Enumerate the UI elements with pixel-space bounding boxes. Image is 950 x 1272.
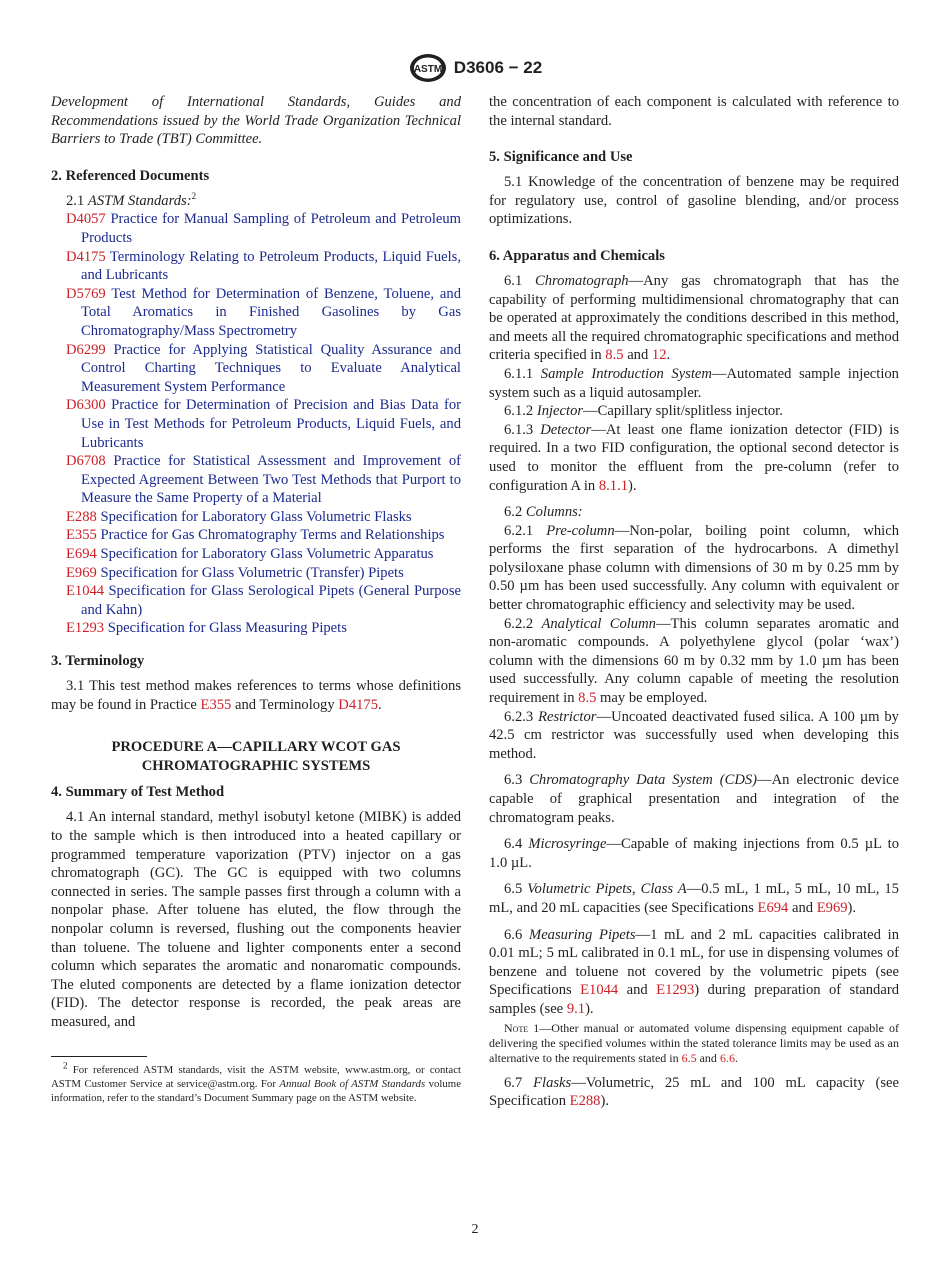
section-6-2: 6.2 Columns: (504, 504, 583, 521)
reference-list (51, 210, 461, 638)
section-6-7: 6.7 Flasks—Volumetric, 25 mL and 100 mL capacity (see Specification E288). (489, 1074, 899, 1110)
reference-item[interactable]: E1044 Specification for Glass Serological Pipets (General Purpose and Kahn) (66, 583, 461, 618)
link-e694[interactable]: E694 (757, 899, 789, 916)
link-e288[interactable]: E288 (569, 1093, 601, 1110)
reference-item[interactable]: D6300 Practice for Determination of Precision and Bias Data for Use in Test Methods for Petroleum Products, Liquid Fuels, and Lubricants (66, 397, 461, 451)
section-6-2-3: 6.2.3 Restrictor—Uncoated deactivated fused silica. A 100 µm by 42.5 cm restrictor was successfully used when developing this method. (489, 708, 899, 762)
link-8-1-1[interactable]: 8.1.1 (598, 477, 629, 494)
section-4-1: 4.1 An internal standard, methyl isobutyl ketone (MIBK) is added to the sample which is then introduced into a heated capillary or programmed temperature vaporization (PTV) injector on a gas chromatograph (GC). The GC is equipped with two columns connected in series. The sample passes first through a column with a nonpolar phase. After toluene has eluted, the flow through the nonpolar column is reversed, flushing out the components heavier than toluene. The toluene and lighter components enter a second column which separates the aromatic and nonaromatic compounds. The eluted components are detected by a flame ionization detector (FID). The detector response is recorded, the peak areas are measured, and (51, 809, 461, 1030)
link-12[interactable]: 12 (651, 347, 667, 364)
link-d4175[interactable]: D4175 (338, 696, 379, 713)
reference-item[interactable]: D5769 Test Method for Determination of Benzene, Toluene, and Total Aromatics in Finished Gasolines by Gas Chromatography/Mass Spectrometry (66, 285, 461, 339)
svg-text:ASTM: ASTM (413, 64, 442, 75)
procedure-a-heading: PROCEDURE A—CAPILLARY WCOT GAS CHROMATOGRAPHIC SYSTEMS (111, 739, 401, 774)
reference-item[interactable]: D4057 Practice for Manual Sampling of Petroleum and Petroleum Products (66, 211, 461, 246)
reference-item[interactable]: D4175 Terminology Relating to Petroleum Products, Liquid Fuels, and Lubricants (66, 248, 462, 284)
section-5-heading: 5. Significance and Use (489, 149, 633, 166)
section-6-1: 6.1 Chromatograph—Any gas chromatograph that has the capability of performing multidimensional chromatography that can be operated at approximately the conditions described in this method, and meets all the required chromatographic specifications and method criteria specified in 8.5 and 12. (489, 272, 899, 364)
link-e1293[interactable]: E1293 (656, 982, 695, 999)
intro-paragraph: Development of International Standards, Guides and Recommendations issued by the World Trade Organization Technical Barriers to Trade (TBT) Committee. (51, 94, 461, 148)
section-3-1: 3.1 This test method makes references to terms whose definitions may be found in Practice E355 and Terminology D4175. (51, 678, 461, 713)
section-6-1-2: 6.1.2 Injector—Capillary split/splitless injector. (504, 403, 783, 420)
section-6-5: 6.5 Volumetric Pipets, Class A—0.5 mL, 1 mL, 5 mL, 10 mL, 15 mL, and 20 mL capacities (see Specifications E694 and E969). (489, 881, 899, 916)
section-5-1: 5.1 Knowledge of the concentration of benzene may be required for regulatory use, control of gasoline blending, and/or process optimizations. (489, 174, 899, 228)
section-2-heading: 2. Referenced Documents (51, 167, 210, 184)
link-6-5[interactable]: 6.5 (681, 1050, 697, 1065)
section-2-1: 2.1 ASTM Standards:$^2$ (66, 190, 197, 209)
document-id: D3606 − 22 (453, 58, 543, 77)
astm-logo-icon (408, 52, 448, 84)
note-1: Note 1—Other manual or automated volume dispensing equipment capable of delivering the specified volumes within the stated tolerance limits may be used as an alternative to the requirements stated in 6.5 and 6.6. (489, 1020, 899, 1065)
link-6-6[interactable]: 6.6 (719, 1050, 735, 1065)
reference-item[interactable]: D6708 Practice for Statistical Assessment and Improvement of Expected Agreement Between Two Test Methods that Purport to Measure the Same Property of a Material (66, 453, 461, 507)
section-6-1-3: 6.1.3 Detector—At least one flame ionization detector (FID) is required. In a two FID configuration, the optional second detector is used to monitor the effluent from the pre-column (refer to configuration A in 8.1.1). (489, 421, 899, 494)
section-4-1-continued: the concentration of each component is calculated with reference to the internal standard. (489, 94, 899, 129)
section-6-4: 6.4 Microsyringe—Capable of making injections from 0.5 µL to 1.0 µL. (489, 836, 899, 871)
link-e1044[interactable]: E1044 (580, 982, 619, 999)
section-6-1-1: 6.1.1 Sample Introduction System—Automated sample injection system such as a liquid autosampler. (489, 365, 899, 401)
reference-item[interactable]: D6299 Practice for Applying Statistical Quality Assurance and Control Charting Techniques to Evaluate Analytical Measurement System Performance (66, 341, 461, 395)
link-8-5[interactable]: 8.5 (605, 347, 624, 364)
reference-item[interactable]: E694 Specification for Laboratory Glass Volumetric Apparatus (66, 546, 434, 563)
section-3-heading: 3. Terminology (51, 653, 145, 670)
footnote-divider (51, 1056, 147, 1057)
left-column (51, 93, 461, 1105)
right-column (489, 93, 899, 1111)
link-8-5[interactable]: 8.5 (578, 690, 597, 707)
reference-item[interactable]: E1293 Specification for Glass Measuring Pipets (66, 620, 347, 637)
page-number: 2 (471, 1222, 479, 1237)
section-6-6: 6.6 Measuring Pipets—1 mL and 2 mL capacities calibrated in 0.01 mL; 5 mL calibrated in 0.1 mL, for use in dispensing volumes of benzene and toluene not covered by the volumetric pipets (see Specifications E1044 and E1293) during preparation of standard samples (see 9.1). (489, 926, 899, 1017)
page-header (0, 52, 950, 84)
section-6-2-1: 6.2.1 Pre-column—Non-polar, boiling point column, which performs the first separation of the hydrocarbons. A dimethyl polysiloxane phase column with dimensions of 30 m by 0.25 mm by 0.50 µm has been used successfully. Any column with equivalent or better chromatographic efficiency and selectivity may be used. (489, 522, 899, 614)
link-e355[interactable]: E355 (200, 696, 232, 713)
section-6-2-2: 6.2.2 Analytical Column—This column separates aromatic and non-aromatic compounds. A polyethylene glycol (polar ‘wax’) column with the dimensions 60 m by 0.32 mm by 1.0 µm has been used successfully. Any column capable of meeting the resolution requirement in 8.5 may be employed. (489, 615, 899, 707)
link-e969[interactable]: E969 (816, 899, 848, 916)
reference-item[interactable]: E355 Practice for Gas Chromatography Terms and Relationships (66, 527, 445, 544)
reference-item[interactable]: E288 Specification for Laboratory Glass Volumetric Flasks (66, 508, 412, 525)
section-4-heading: 4. Summary of Test Method (51, 784, 225, 801)
link-9-1[interactable]: 9.1 (566, 1000, 586, 1017)
reference-item[interactable]: E969 Specification for Glass Volumetric (Transfer) Pipets (66, 564, 404, 581)
section-6-3: 6.3 Chromatography Data System (CDS)—An electronic device capable of graphical presentation and integration of the chromatogram peaks. (489, 772, 899, 826)
section-6-heading: 6. Apparatus and Chemicals (489, 247, 665, 264)
footnote-2: $^2$ For referenced ASTM standards, visit the ASTM website, www.astm.org, or contact ASTM Customer Service at service@astm.org. For Annual Book of ASTM Standards volume information, refer to the standard’s Document Summary page on the ASTM website. (51, 1059, 461, 1104)
